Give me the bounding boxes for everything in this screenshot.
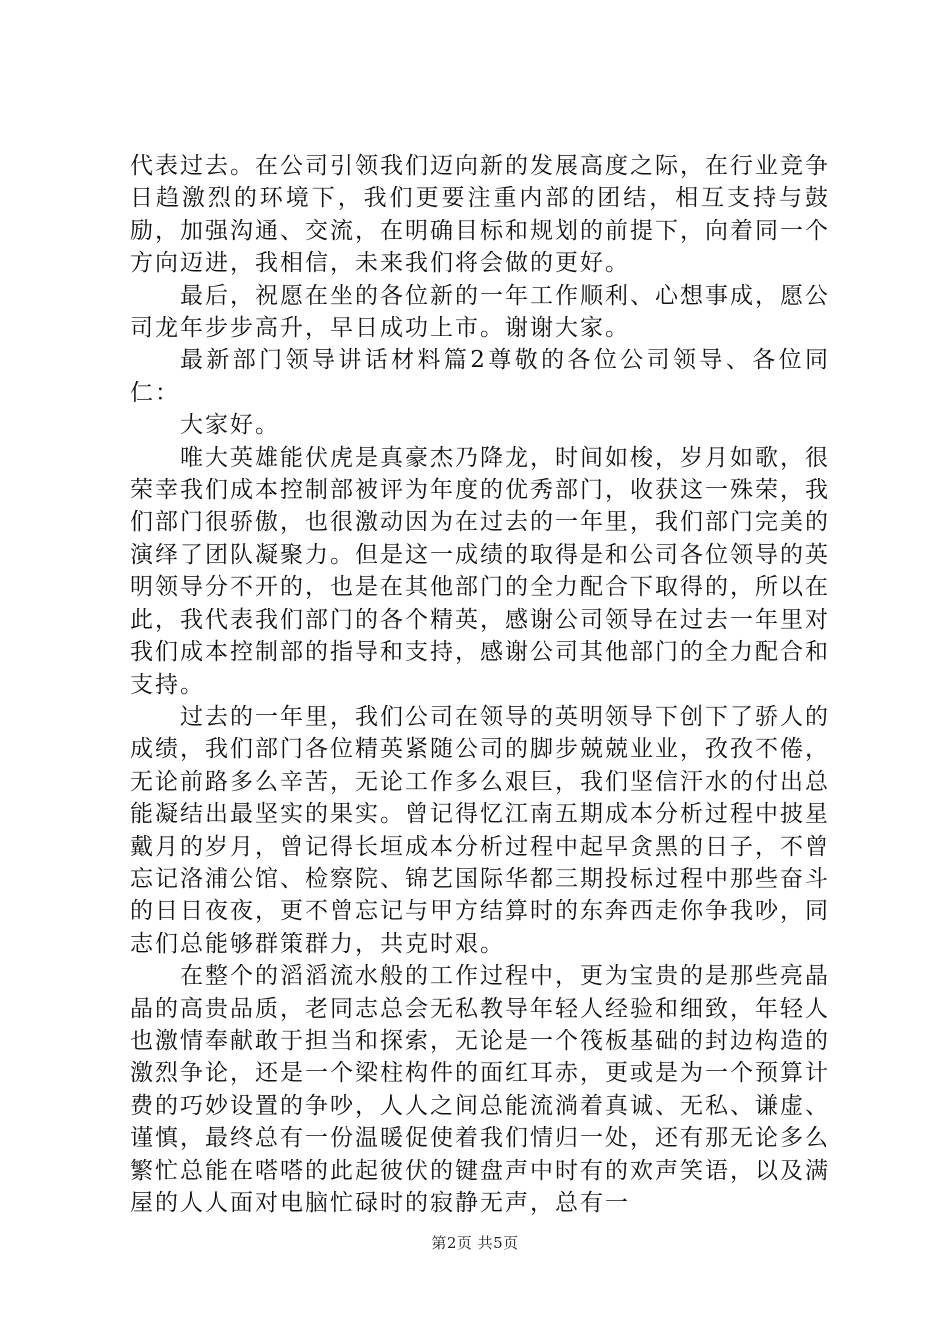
paragraph-5: 唯大英雄能伏虎是真豪杰乃降龙，时间如梭，岁月如歌，很荣幸我们成本控制部被评为年度的优秀部门，收获这一殊荣，我们部门很骄傲，也很激动因为在过去的一年里，我们部门完美的演绎了团队凝聚力。但是这一成绩的取得是和公司各位领导的英明领导分不开的，也是在其他部门的全力配合下取得的，所以在此，我代表我们部门的各个精英，感谢公司领导在过去一年里对我们成本控制部的指导和支持，感谢公司其他部门的全力配合和支持。: [130, 444, 830, 698]
paragraph-1: 代表过去。在公司引领我们迈向新的发展高度之际，在行业竞争日趋激烈的环境下，我们更要注重内部的团结，相互支持与鼓励，加强沟通、交流，在明确目标和规划的前提下，向着同一个方向迈进，我相信，未来我们将会做的更好。: [130, 153, 830, 277]
paragraph-6: 过去的一年里，我们公司在领导的英明领导下创下了骄人的成绩，我们部门各位精英紧随公司的脚步兢兢业业，孜孜不倦，无论前路多么辛苦，无论工作多么艰巨，我们坚信汗水的付出总能凝结出最坚实的果实。曾记得忆江南五期成本分析过程中披星戴月的岁月，曾记得长垣成本分析过程中起早贪黑的日子，不曾忘记洛浦公馆、检察院、锦艺国际华都三期投标过程中那些奋斗的日日夜夜，更不曾忘记与甲方结算时的东奔西走你争我吵，同志们总能够群策群力，共克时艰。: [130, 703, 830, 957]
paragraph-2: 最后，祝愿在坐的各位新的一年工作顺利、心想事成，愿公司龙年步步高升，早日成功上市。谢谢大家。: [130, 282, 830, 342]
paragraph-3: 最新部门领导讲话材料篇2尊敬的各位公司领导、各位同仁：: [130, 347, 830, 406]
paragraph-7: 在整个的滔滔流水般的工作过程中，更为宝贵的是那些亮晶晶的高贵品质，老同志总会无私教导年轻人经验和细致，年轻人也激情奉献敢于担当和探索，无论是一个筏板基础的封边构造的激烈争论，还是一个梁柱构件的面红耳赤，更或是为一个预算计费的巧妙设置的争吵，人人之间总能流淌着真诚、无私、谦虚、谨慎，最终总有一份温暖促使着我们情归一处，还有那无论多么繁忙总能在嗒嗒的此起彼伏的键盘声中时有的欢声笑语，以及满屋的人人面对电脑忙碌时的寂静无声，总有一: [130, 963, 830, 1216]
document-body: [130, 150, 830, 1219]
paragraph-4: 大家好。: [180, 412, 280, 439]
page-number-footer: 第2页 共5页: [431, 1234, 519, 1252]
